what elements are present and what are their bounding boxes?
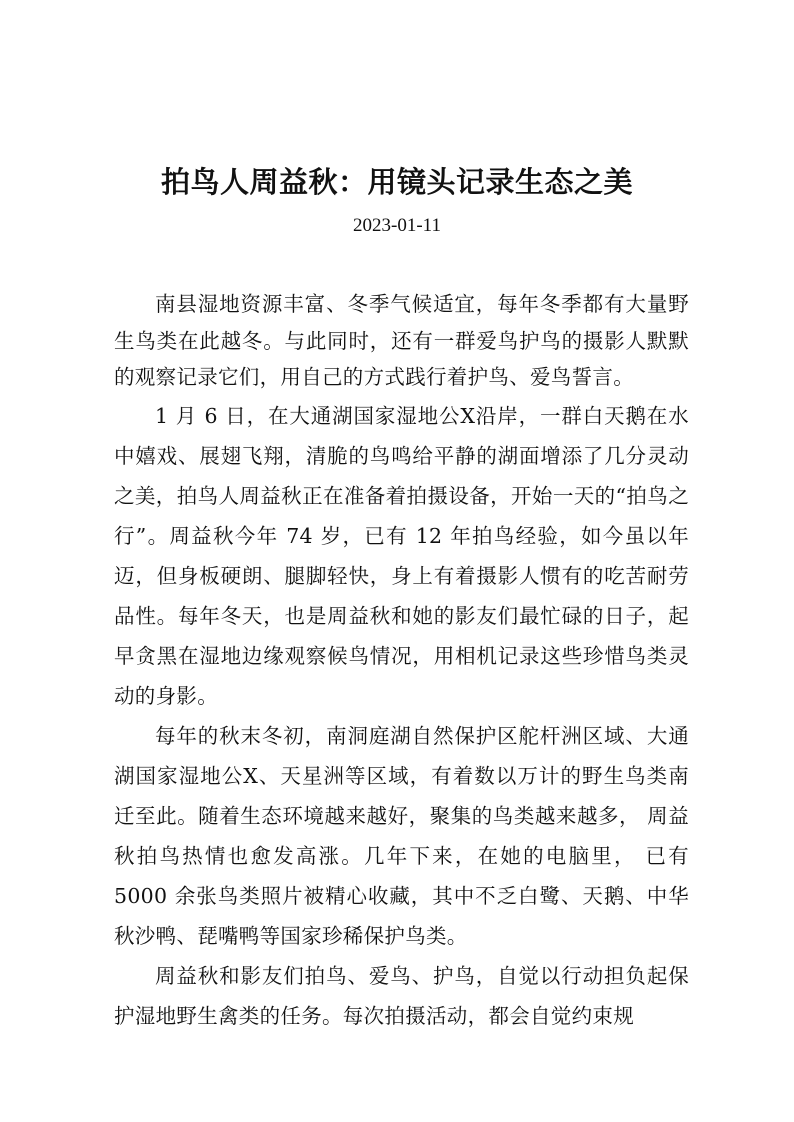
paragraph-4: 周益秋和影友们拍鸟、爱鸟、护鸟，自觉以行动担负起保护湿地野生禽类的任务。每次拍摄活动，都会自觉约束规 <box>114 963 689 1028</box>
article-body <box>114 286 689 1036</box>
article-title: 拍鸟人周益秋：用镜头记录生态之美 <box>160 165 633 199</box>
article-date: 2023-01-11 <box>353 215 441 236</box>
paragraph-2: 1 月 6 日，在大通湖国家湿地公X沿岸，一群白天鹅在水中嬉戏、展翅飞翔，清脆的鸟鸣给平静的湖面增添了几分灵动之美，拍鸟人周益秋正在准备着拍摄设备，开始一天的“拍鸟之行”。周益秋今年 74 岁，已有 12 年拍鸟经验，如今虽以年迈，但身板硬朗、腿脚轻快，身上有着摄影人惯有的吃苦耐劳品性。每年冬天，也是周益秋和她的影友们最忙碌的日子，起早贪黑在湿地边缘观察候鸟情况，用相机记录这些珍惜鸟类灵动的身影。 <box>114 403 689 708</box>
paragraph-1: 南县湿地资源丰富、冬季气候适宜，每年冬季都有大量野生鸟类在此越冬。与此同时，还有一群爱鸟护鸟的摄影人默默的观察记录它们，用自己的方式践行着护鸟、爱鸟誓言。 <box>114 292 689 389</box>
paragraph-3: 每年的秋末冬初，南洞庭湖自然保护区舵杆洲区域、大通湖国家湿地公X、天星洲等区域，有着数以万计的野生鸟类南迁至此。随着生态环境越来越好，聚集的鸟类越来越多， 周益秋拍鸟热情也愈发高涨。几年下来，在她的电脑里， 已有5000 余张鸟类照片被精心收藏，其中不乏白鹭、天鹅、中华秋沙鸭、琵嘴鸭等国家珍稀保护鸟类。 <box>114 723 689 948</box>
